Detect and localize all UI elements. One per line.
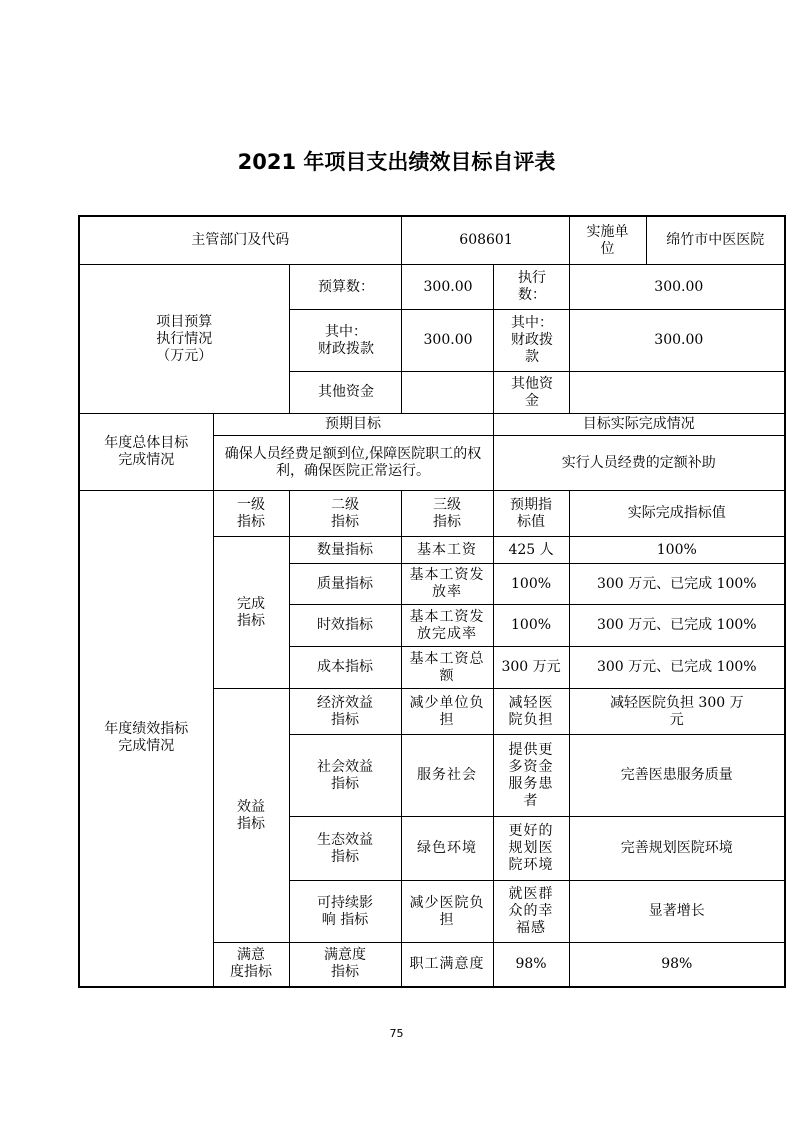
- header-level-1: 一级 指标: [213, 491, 289, 537]
- perf-label: 年度绩效指标 完成情况: [79, 491, 213, 987]
- annual-header-row: [79, 414, 785, 436]
- expected-cell: 提供更 多资金 服务患 者: [493, 735, 569, 817]
- level-3-cell: 服务社会: [401, 735, 493, 817]
- performance-table: [78, 215, 786, 988]
- level-3-cell: 基本工资总 额: [401, 647, 493, 689]
- actual-cell: 100%: [569, 537, 785, 564]
- budget-amount-label: 预算数：: [289, 265, 401, 310]
- expected-cell: 300 万元: [493, 647, 569, 689]
- level-2-cell: 成本指标: [289, 647, 401, 689]
- fiscal-label: 其中： 财政拨款: [289, 310, 401, 372]
- header-level-3: 三级 指标: [401, 491, 493, 537]
- annual-label: 年度总体目标 完成情况: [79, 414, 213, 491]
- level-3-cell: 减少医院负 担: [401, 881, 493, 943]
- other-funds-value: [401, 372, 493, 414]
- expected-cell: 425 人: [493, 537, 569, 564]
- actual-cell: 显著增长: [569, 881, 785, 943]
- exec-amount-label: 执行 数：: [493, 265, 569, 310]
- actual-cell: 300 万元、已完成 100%: [569, 605, 785, 647]
- perf-header-row: [79, 491, 785, 537]
- level-2-cell: 数量指标: [289, 537, 401, 564]
- budget-amount-value: 300.00: [401, 265, 493, 310]
- level-3-cell: 减少单位负 担: [401, 689, 493, 735]
- expected-cell: 100%: [493, 605, 569, 647]
- impl-unit-label: 实施单 位: [570, 217, 647, 264]
- actual-cell: 300 万元、已完成 100%: [569, 647, 785, 689]
- dept-row: [79, 216, 785, 265]
- level-3-cell: 基本工资发 放完成率: [401, 605, 493, 647]
- fiscal-value: 300.00: [401, 310, 493, 372]
- actual-cell: 300 万元、已完成 100%: [569, 564, 785, 605]
- expected-cell: 就医群 众的幸 福感: [493, 881, 569, 943]
- fiscal-exec-value: 300.00: [569, 310, 785, 372]
- level-2-cell: 可持续影 响 指标: [289, 881, 401, 943]
- level-3-cell: 职工满意度: [401, 943, 493, 987]
- expected-cell: 98%: [493, 943, 569, 987]
- budget-label: 项目预算 执行情况 （万元）: [79, 265, 289, 414]
- level-2-cell: 质量指标: [289, 564, 401, 605]
- level-3-cell: 基本工资: [401, 537, 493, 564]
- level-2-cell: 经济效益 指标: [289, 689, 401, 735]
- dept-label: 主管部门及代码: [79, 216, 401, 265]
- other-funds-exec-value: [569, 372, 785, 414]
- actual-cell: 98%: [569, 943, 785, 987]
- level-3-cell: 基本工资发 放率: [401, 564, 493, 605]
- actual-goal-header: 目标实际完成情况: [493, 414, 785, 436]
- actual-cell: 完善规划医院环境: [569, 817, 785, 881]
- group-benefit: 效益 指标: [213, 689, 289, 943]
- level-2-cell: 满意度 指标: [289, 943, 401, 987]
- fiscal-exec-label: 其中： 财政拨 款: [493, 310, 569, 372]
- actual-goal: 实行人员经费的定额补助: [493, 436, 785, 491]
- level-2-cell: 生态效益 指标: [289, 817, 401, 881]
- dept-code: 608601: [401, 216, 569, 265]
- page-title: 2021 年项目支出绩效目标自评表: [237, 150, 556, 174]
- level-3-cell: 绿色环境: [401, 817, 493, 881]
- expected-goal-header: 预期目标: [213, 414, 493, 436]
- other-funds-exec-label: 其他资 金: [493, 372, 569, 414]
- header-expected: 预期指 标值: [493, 491, 569, 537]
- page-number: 75: [389, 1027, 404, 1040]
- actual-cell: 减轻医院负担 300 万 元: [569, 689, 785, 735]
- impl-unit-value: 绵竹市中医医院: [666, 232, 765, 248]
- expected-cell: 100%: [493, 564, 569, 605]
- budget-row-1: [79, 265, 785, 310]
- expected-cell: 减轻医 院负担: [493, 689, 569, 735]
- group-satisfaction: 满意 度指标: [213, 943, 289, 987]
- expected-cell: 更好的 规划医 院环境: [493, 817, 569, 881]
- other-funds-label: 其他资金: [289, 372, 401, 414]
- level-2-cell: 时效指标: [289, 605, 401, 647]
- group-completion: 完成 指标: [213, 537, 289, 689]
- exec-amount-value: 300.00: [569, 265, 785, 310]
- header-actual: 实际完成指标值: [569, 491, 785, 537]
- actual-cell: 完善医患服务质量: [569, 735, 785, 817]
- expected-goal: 确保人员经费足额到位,保障医院职工的权利，确保医院正常运行。: [213, 436, 493, 491]
- level-2-cell: 社会效益 指标: [289, 735, 401, 817]
- header-level-2: 二级 指标: [289, 491, 401, 537]
